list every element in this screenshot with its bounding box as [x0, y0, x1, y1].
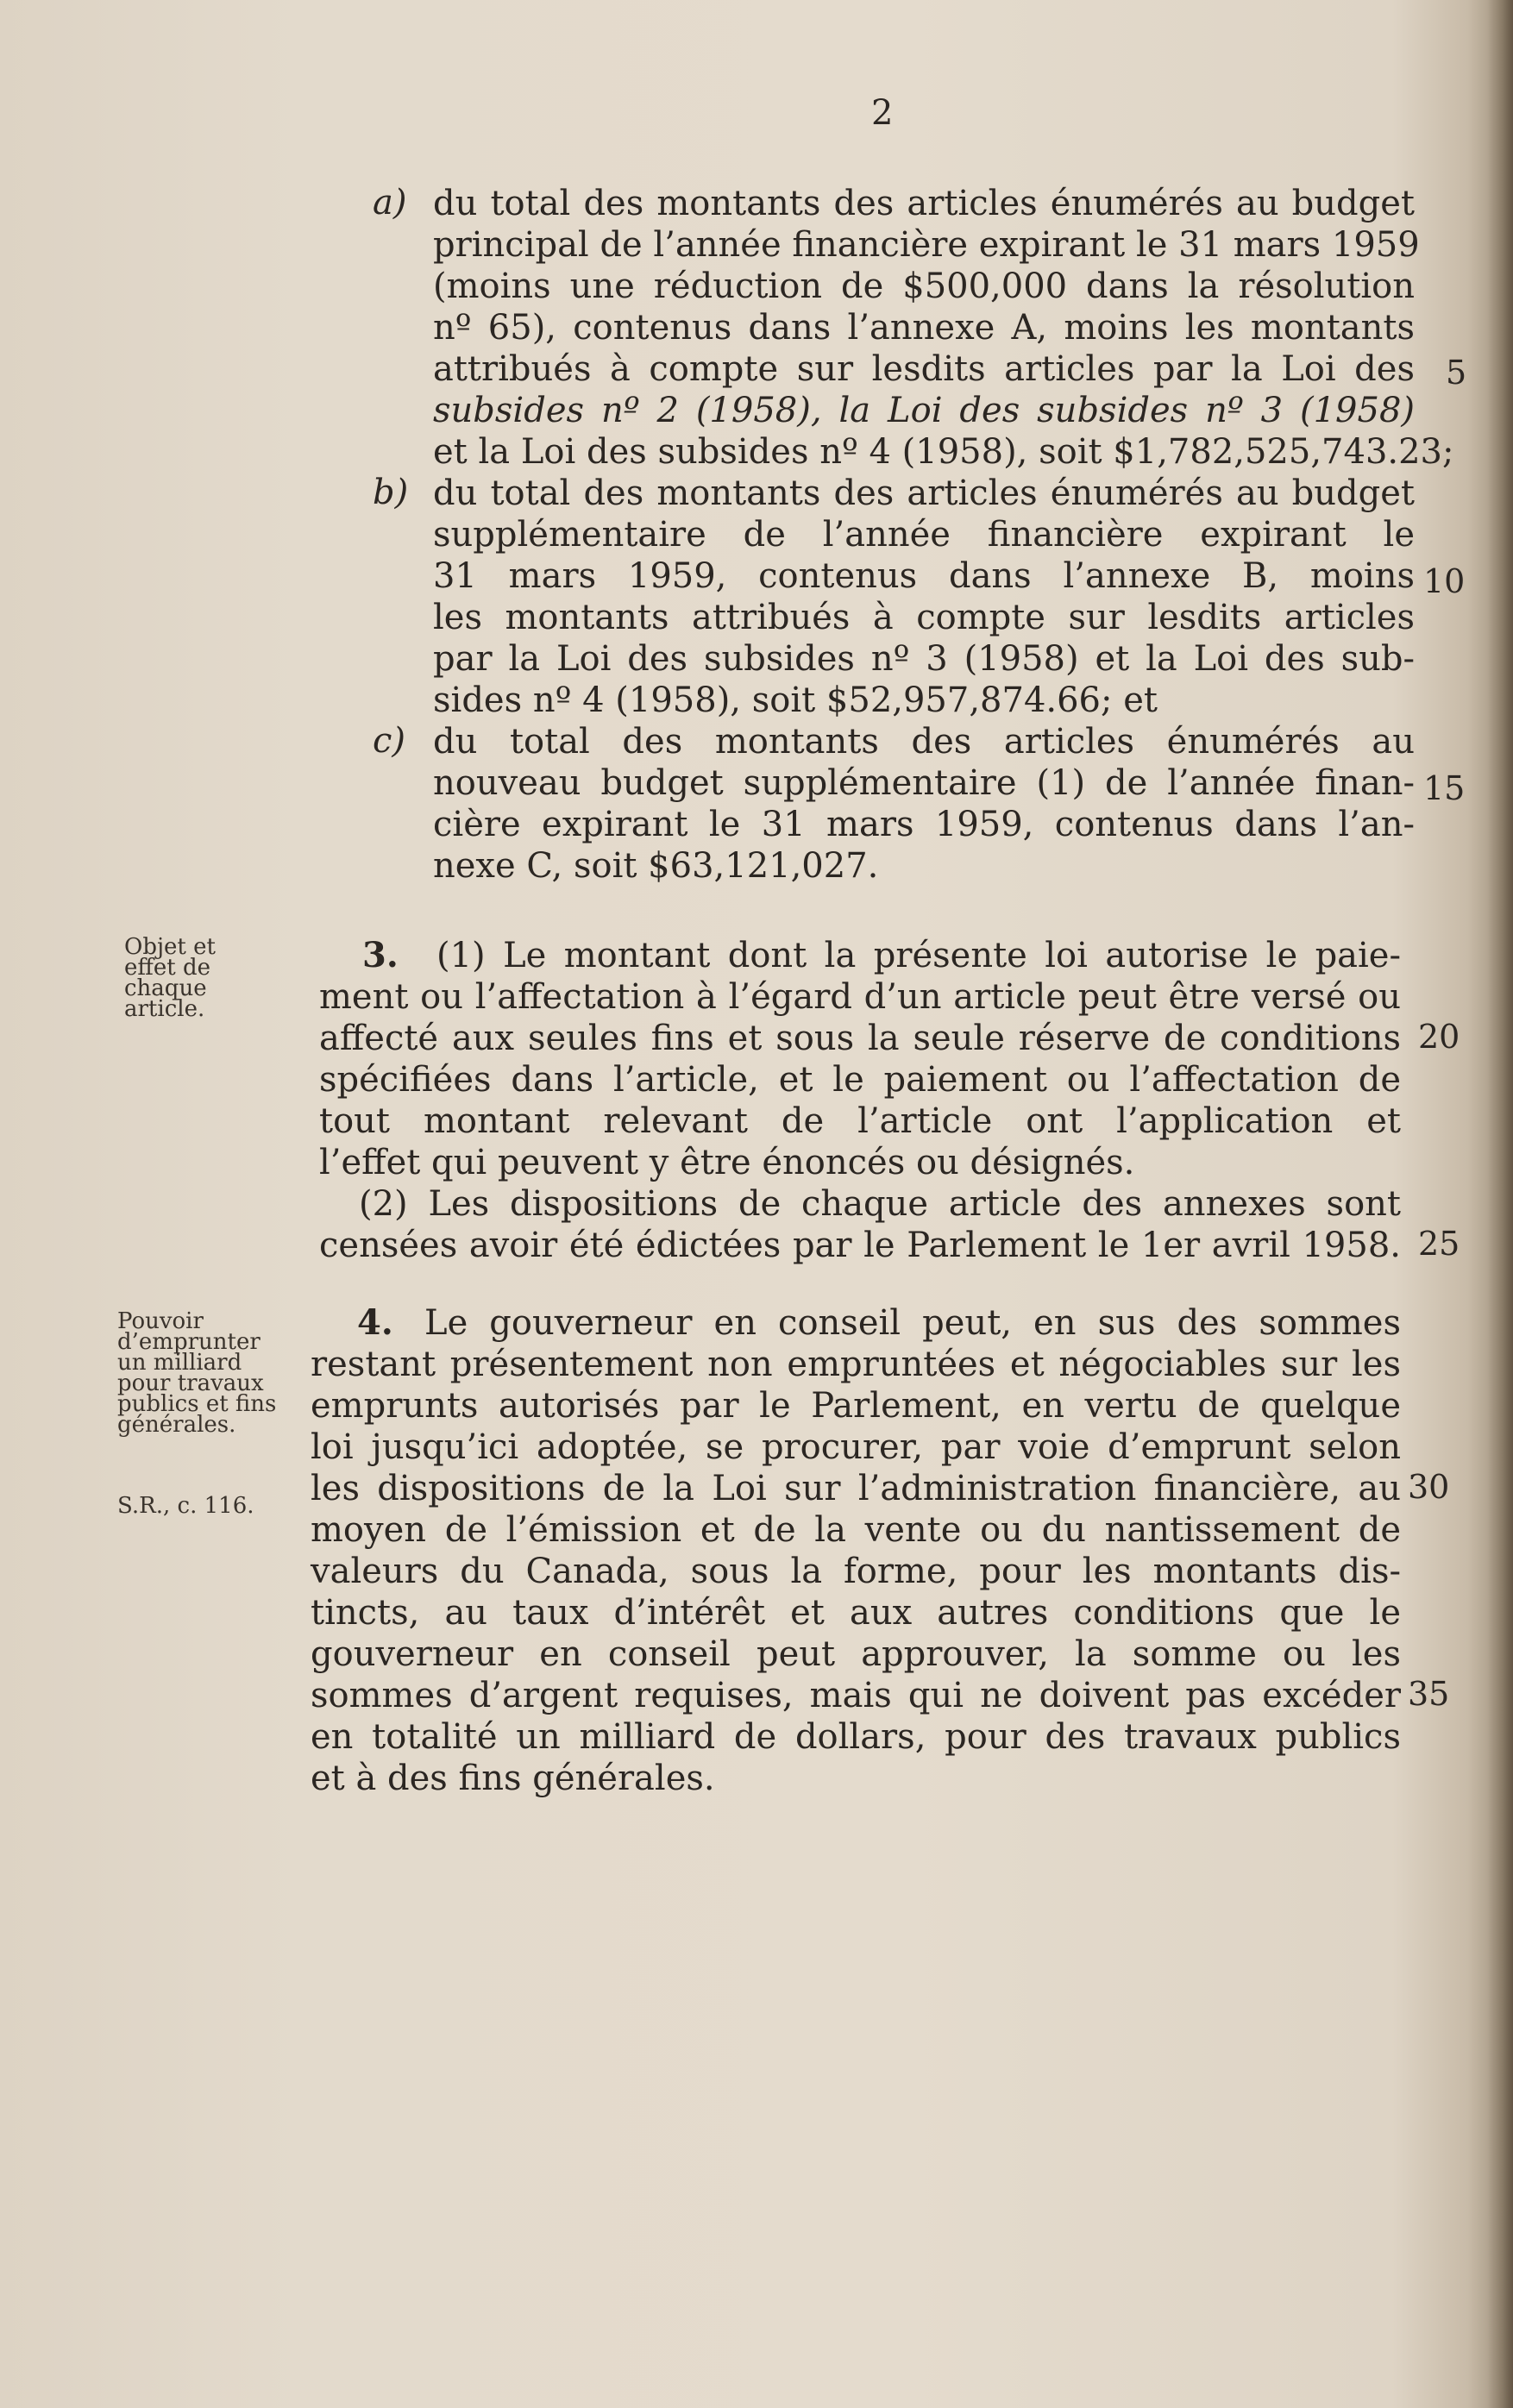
section-4-line-10: sommes d’argent requises, mais qui ne doivent pas excéder — [311, 1676, 1401, 1715]
item-b-line-2: supplémentaire de l’année financière expirant le — [433, 515, 1415, 555]
statute-reference-note: S.R., c. 116. — [117, 1493, 254, 1519]
section-4-number — [357, 1302, 393, 1344]
section-3-number — [362, 935, 399, 976]
item-a-line-7: et la Loi des subsides nº 4 (1958), soit $1,782,525,743.23; — [433, 432, 1454, 472]
item-b-line-3: 31 mars 1959, contenus dans l’annexe B, moins — [433, 556, 1415, 596]
marginal-note-line: d’emprunter — [117, 1329, 261, 1355]
marginal-note-line: publics et fins — [117, 1391, 277, 1417]
section-3-line-2: ment ou l’affectation à l’égard d’un article peut être versé ou — [319, 977, 1401, 1017]
marginal-note-line: Pouvoir — [117, 1308, 204, 1334]
marginal-note-line: effet de — [124, 955, 210, 981]
line-number-35: 35 — [1408, 1675, 1450, 1713]
section-3-line-3: affecté aux seules fins et sous la seule réserve de conditions — [319, 1019, 1401, 1058]
section-4-line-5: les dispositions de la Loi sur l’administration financière, au — [311, 1469, 1401, 1508]
item-a-line-1: du total des montants des articles énumérés au budget — [433, 184, 1415, 223]
item-a-marker: a) — [373, 183, 407, 223]
line-number-10: 10 — [1423, 562, 1466, 600]
marginal-note-line: un milliard — [117, 1350, 242, 1376]
section-3-line-4: spécifiées dans l’article, et le paiement ou l’affectation de — [319, 1060, 1401, 1100]
item-c-line-2: nouveau budget supplémentaire (1) de l’année finan- — [433, 763, 1415, 803]
item-a-line-6: subsides nº 2 (1958), la Loi des subsides nº 3 (1958) — [433, 391, 1415, 430]
section-4-line-7: valeurs du Canada, sous la forme, pour les montants dis- — [311, 1552, 1401, 1591]
item-c-marker: c) — [373, 721, 406, 761]
section-4-line-1: Le gouverneur en conseil peut, en sus des sommes — [424, 1303, 1401, 1343]
marginal-note-line: chaque — [124, 975, 207, 1001]
section-3-line-5: tout montant relevant de l’article ont l’application et — [319, 1101, 1401, 1141]
section-4-line-11: en totalité un milliard de dollars, pour des travaux publics — [311, 1717, 1401, 1757]
item-a-line-2: principal de l’année financière expirant le 31 mars 1959 — [433, 225, 1420, 265]
item-a-line-5: attribués à compte sur lesdits articles par la Loi des — [433, 349, 1415, 389]
section-3-line-1: (1) Le montant dont la présente loi autorise le paie- — [436, 936, 1401, 975]
line-number-5: 5 — [1446, 354, 1467, 392]
marginal-note-line: Objet et — [124, 934, 216, 960]
section-number: 3. — [362, 935, 399, 975]
marginal-note-section-3 — [124, 934, 216, 1022]
line-number-25: 25 — [1418, 1225, 1460, 1263]
item-b-line-1: du total des montants des articles énumérés au budget — [433, 473, 1415, 513]
item-a-line-4: nº 65), contenus dans l’annexe A, moins les montants — [433, 308, 1415, 348]
section-3-line-7: (2) Les dispositions de chaque article des annexes sont — [359, 1184, 1401, 1224]
section-4-line-8: tincts, au taux d’intérêt et aux autres conditions que le — [311, 1593, 1401, 1633]
item-c-line-4: nexe C, soit $63,121,027. — [433, 846, 879, 886]
item-c-line-1: du total des montants des articles énumérés au — [433, 722, 1415, 762]
section-3-line-8: censées avoir été édictées par le Parlement le 1er avril 1958. — [319, 1226, 1401, 1265]
section-4-line-3: emprunts autorisés par le Parlement, en vertu de quelque — [311, 1386, 1401, 1426]
section-4-line-6: moyen de l’émission et de la vente ou du nantissement de — [311, 1510, 1401, 1550]
section-4-line-9: gouverneur en conseil peut approuver, la somme ou les — [311, 1634, 1401, 1674]
item-b-line-4: les montants attribués à compte sur lesdits articles — [433, 598, 1415, 637]
section-3-line-6: l’effet qui peuvent y être énoncés ou désignés. — [319, 1143, 1135, 1182]
item-a-line-3: (moins une réduction de $500,000 dans la résolution — [433, 267, 1415, 306]
section-4-line-12: et à des fins générales. — [311, 1759, 715, 1798]
marginal-note-line: générales. — [117, 1412, 236, 1438]
page-edge-shadow — [1487, 0, 1513, 2408]
section-4-line-2: restant présentement non empruntées et négociables sur les — [311, 1345, 1401, 1384]
line-number-15: 15 — [1423, 769, 1466, 807]
marginal-note-section-4 — [117, 1308, 277, 1438]
section-4-line-4: loi jusqu’ici adoptée, se procurer, par voie d’emprunt selon — [311, 1427, 1401, 1467]
page-number: 2 — [871, 93, 894, 133]
marginal-note-line: pour travaux — [117, 1370, 264, 1396]
item-b-marker: b) — [373, 473, 409, 512]
item-c-line-3: cière expirant le 31 mars 1959, contenus dans l’an- — [433, 805, 1415, 844]
line-number-30: 30 — [1408, 1468, 1450, 1506]
item-b-line-6: sides nº 4 (1958), soit $52,957,874.66; et — [433, 680, 1158, 720]
line-number-20: 20 — [1418, 1018, 1460, 1056]
marginal-note-line: article. — [124, 996, 205, 1022]
item-b-line-5: par la Loi des subsides nº 3 (1958) et la Loi des sub- — [433, 639, 1415, 679]
section-number: 4. — [357, 1302, 393, 1343]
